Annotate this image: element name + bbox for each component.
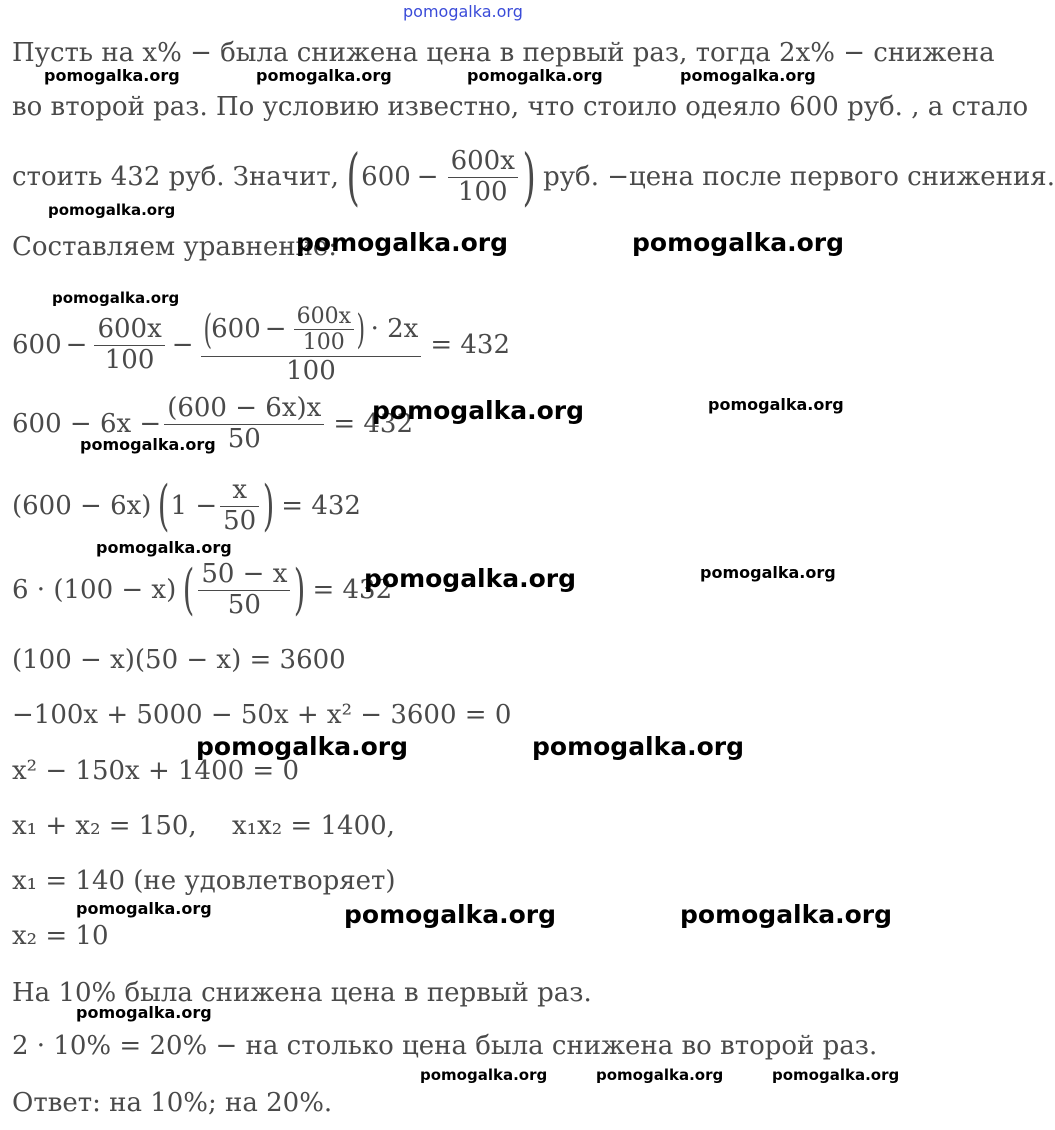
fraction-big-numerator <box>201 304 422 357</box>
math-600: 600 <box>361 162 411 192</box>
fraction-denominator: 50 <box>227 423 261 454</box>
paren-left: ( <box>346 140 360 213</box>
final-answer: Ответ: на 10%; на 20%. <box>12 1088 333 1118</box>
watermark: pomogalka.org <box>80 435 216 454</box>
watermark: pomogalka.org <box>76 1003 212 1022</box>
fraction-numerator: x <box>220 476 259 507</box>
math-minus: − <box>264 313 287 344</box>
equation-3-start: (600 − 6x) <box>12 491 152 522</box>
fraction-big-denominator: 100 <box>286 355 336 386</box>
math-eq-432: = 432 <box>430 330 511 361</box>
watermark: pomogalka.org <box>196 732 409 761</box>
equation-5: (100 − x)(50 − x) = 3600 <box>12 645 346 675</box>
math-eq-432: = 432 <box>333 409 413 440</box>
paren-left: ( <box>203 306 212 353</box>
fraction-eq4 <box>198 560 290 621</box>
paren-right: ) <box>522 140 536 213</box>
equation-6: −100x + 5000 − 50x + x² − 3600 = 0 <box>12 700 512 730</box>
math-600: 600 <box>211 313 261 344</box>
fraction-numerator: (600 − 6x)x <box>164 394 324 425</box>
watermark: pomogalka.org <box>680 900 893 929</box>
paren-left: ( <box>182 558 195 622</box>
equation-10: x₂ = 10 <box>12 921 109 951</box>
paren-right: ) <box>262 474 275 538</box>
text-line-4: Составляем уравнение: <box>12 232 338 262</box>
watermark: pomogalka.org <box>708 395 844 414</box>
watermark: pomogalka.org <box>44 66 180 85</box>
fraction-numerator: 50 − x <box>198 560 290 591</box>
equation-3 <box>12 476 361 537</box>
watermark: pomogalka.org <box>532 732 745 761</box>
text-line-1: Пусть на x% − была снижена цена в первый раз, тогда 2x% − снижена <box>12 38 995 68</box>
fraction-eq3 <box>220 476 259 537</box>
text-line-2: во второй раз. По условию известно, что стоило одеяло 600 руб. , а стало <box>12 92 1029 122</box>
watermark: pomogalka.org <box>344 900 557 929</box>
math-dot-2x: · 2x <box>370 313 419 344</box>
watermark: pomogalka.org <box>364 564 577 593</box>
equation-3-mid: 1 − <box>170 491 218 522</box>
equation-8a: x₁ + x₂ = 150, <box>12 811 197 841</box>
answer-line-1: На 10% была снижена цена в первый раз. <box>12 978 592 1008</box>
text-line-3-end: руб. −цена после первого снижения. <box>543 162 1055 192</box>
fraction-denominator: 50 <box>223 505 257 536</box>
watermark: pomogalka.org <box>76 899 212 918</box>
math-600: 600 <box>12 330 62 361</box>
watermark: pomogalka.org <box>96 538 232 557</box>
watermark: pomogalka.org <box>632 228 845 257</box>
watermark: pomogalka.org <box>772 1066 900 1084</box>
fraction-big <box>201 304 422 386</box>
equation-1 <box>12 304 510 386</box>
paren-right: ) <box>294 558 306 622</box>
watermark: pomogalka.org <box>296 228 509 257</box>
fraction-numerator: 600x <box>94 315 164 346</box>
fraction-600x-100 <box>94 315 164 376</box>
watermark: pomogalka.org <box>256 66 392 85</box>
answer-line-2: 2 · 10% = 20% − на столько цена была снижена во второй раз. <box>12 1031 878 1061</box>
math-minus: − <box>171 330 194 361</box>
fraction-denominator: 100 <box>302 330 345 356</box>
watermark: pomogalka.org <box>467 66 603 85</box>
fraction-600x-100 <box>448 147 518 208</box>
fraction-600x-100-inner <box>294 304 354 356</box>
equation-8b: x₁x₂ = 1400, <box>232 811 395 841</box>
fraction-numerator: 600x <box>448 147 518 178</box>
watermark: pomogalka.org <box>372 396 585 425</box>
text-line-3-start: стоить 432 руб. Значит, <box>12 162 339 192</box>
equation-4-start: 6 · (100 − x) <box>12 575 177 606</box>
fraction-denominator: 100 <box>457 176 508 207</box>
equation-2-start: 600 − 6x − <box>12 409 162 440</box>
fraction-denominator: 50 <box>227 589 261 620</box>
fraction-denominator: 100 <box>104 344 155 375</box>
fraction-numerator: 600x <box>294 304 354 330</box>
watermark: pomogalka.org <box>420 1066 548 1084</box>
equation-7: x² − 150x + 1400 = 0 <box>12 756 300 786</box>
equation-4 <box>12 560 392 621</box>
math-minus: − <box>416 162 439 192</box>
watermark: pomogalka.org <box>52 289 180 307</box>
math-eq-432: = 432 <box>312 575 393 606</box>
watermark-top: pomogalka.org <box>403 2 523 21</box>
equation-9: x₁ = 140 (не удовлетворяет) <box>12 866 396 896</box>
watermark: pomogalka.org <box>680 66 816 85</box>
paren-left: ( <box>158 474 170 538</box>
watermark: pomogalka.org <box>48 201 176 219</box>
math-minus: − <box>65 330 88 361</box>
watermark: pomogalka.org <box>700 563 836 582</box>
math-eq-432: = 432 <box>281 491 361 522</box>
watermark: pomogalka.org <box>596 1066 724 1084</box>
paren-right: ) <box>356 306 366 353</box>
